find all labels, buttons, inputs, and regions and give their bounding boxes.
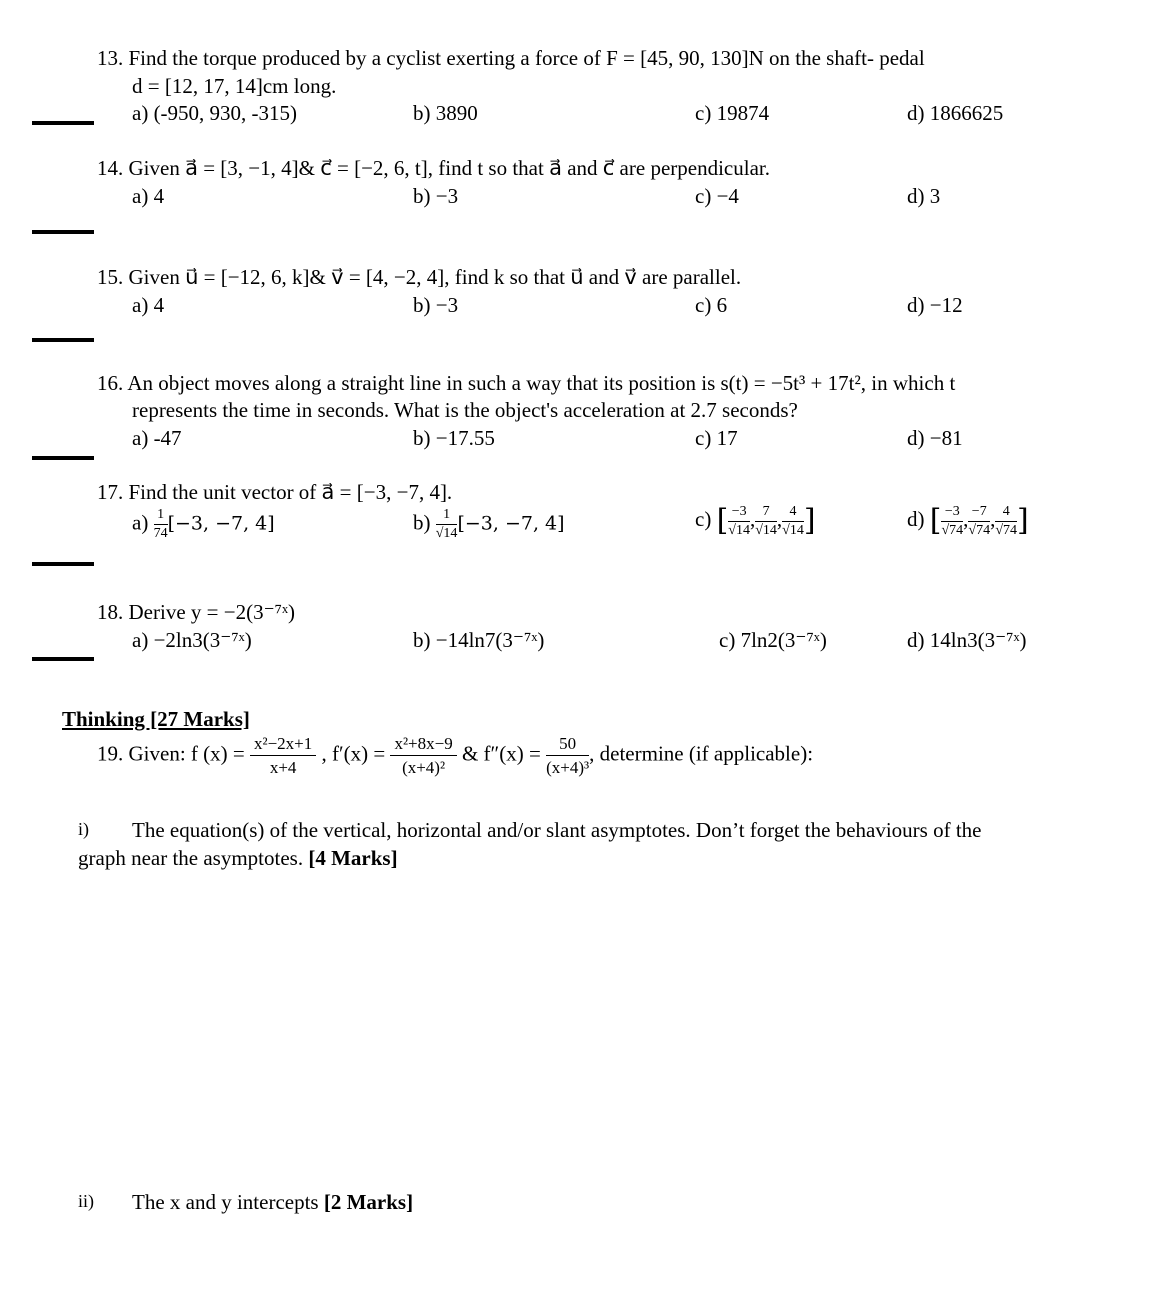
q17-d-comma-1: , (963, 507, 969, 532)
answer-blank-16[interactable] (32, 456, 94, 460)
q17-a-den: 74 (153, 526, 168, 541)
q14-option-d: d) 3 (907, 184, 941, 208)
q13-stem-line2: d = [12, 17, 14]cm long. (132, 74, 337, 98)
q14-option-c: c) −4 (695, 184, 739, 208)
q17-d-frac-3 (995, 505, 1017, 538)
fdoubleprime-fraction (546, 735, 589, 776)
q14-option-a: a) 4 (132, 184, 165, 208)
q13-option-b: b) 3890 (413, 101, 478, 125)
q15-stem: 15. Given u⃗ = [−12, 6, k]& v⃗ = [4, −2, 4], find k so that u⃗ and v⃗ are parallel. (97, 265, 742, 289)
fprime-denominator: (x+4)² (402, 758, 446, 777)
fprime-fraction (390, 735, 456, 776)
q17-c-comma-1: , (749, 507, 756, 532)
answer-blank-18[interactable] (32, 657, 94, 661)
q17-d-den-2: √74 (968, 522, 991, 538)
q16-option-c: c) 17 (695, 426, 738, 450)
q17-b-den: √14 (435, 526, 458, 541)
answer-blank-17[interactable] (32, 562, 94, 566)
f-numerator: x²−2x+1 (250, 735, 316, 756)
part-ii-text: The x and y intercepts (132, 1190, 319, 1214)
q17-d-frac-2 (968, 505, 990, 538)
fprime-label: , f′(x) = (321, 741, 386, 766)
q17-d-frac-1 (941, 505, 963, 538)
part-i-label: i) (78, 819, 89, 839)
q18-option-a: a) −2ln3(3⁻⁷ˣ) (132, 628, 252, 652)
q17-b-fraction (436, 508, 458, 541)
part-i-text2: graph near the asymptotes. (78, 846, 304, 870)
q17-d-comma-2: , (990, 507, 996, 532)
q17-c-label: c) (695, 507, 712, 532)
q17-option-c (695, 504, 816, 539)
q16-stem-line2: represents the time in seconds. What is the object's acceleration at 2.7 seconds? (132, 398, 798, 422)
q19-prefix: 19. Given: f (x) = (97, 741, 245, 766)
q14-option-b: b) −3 (413, 184, 459, 208)
fdoubleprime-label: & f″(x) = (461, 741, 541, 766)
q16-option-d: d) −81 (907, 426, 963, 450)
q17-d-num-2: −7 (968, 505, 990, 522)
q13-option-c: c) 19874 (695, 101, 770, 125)
q17-option-d (907, 504, 1029, 539)
q17-d-close-bracket: ] (1017, 503, 1029, 538)
q15-option-d: d) −12 (907, 293, 963, 317)
q15-option-b: b) −3 (413, 293, 459, 317)
q17-a-num: 1 (154, 508, 168, 525)
q17-c-den-3: √14 (782, 522, 804, 538)
q17-d-num-3: 4 (995, 505, 1017, 522)
q16-option-b: b) −17.55 (413, 426, 495, 450)
q17-a-vector: [−3, −7, 4] (167, 512, 275, 535)
q13-option-a: a) (-950, 930, -315) (132, 101, 298, 125)
q19-stem (97, 735, 813, 776)
part-i-marks: [4 Marks] (308, 846, 398, 870)
q17-stem: 17. Find the unit vector of a⃗ = [−3, −7, 4]. (97, 480, 453, 504)
q17-b-label: b) (413, 510, 431, 535)
answer-blank-14[interactable] (32, 230, 94, 234)
q18-option-d: d) 14ln3(3⁻⁷ˣ) (907, 628, 1027, 652)
fdoubleprime-denominator: (x+4)³ (546, 758, 590, 777)
q17-d-num-1: −3 (941, 505, 963, 522)
q16-option-a: a) -47 (132, 426, 182, 450)
q17-d-den-1: √74 (941, 522, 964, 538)
q17-option-a (132, 508, 275, 541)
q17-c-frac-2 (755, 505, 777, 538)
thinking-heading: Thinking [27 Marks] (62, 707, 250, 731)
q14-stem: 14. Given a⃗ = [3, −1, 4]& c⃗ = [−2, 6, t], find t so that a⃗ and c⃗ are perpendicular. (97, 156, 770, 180)
q17-c-open-bracket: [ (716, 503, 729, 538)
q17-c-num-1: −3 (728, 505, 750, 522)
f-fraction (250, 735, 316, 776)
q16-stem-line1: 16. An object moves along a straight line in such a way that its position is s(t) = −5t³ + 17t², in which t (97, 371, 956, 395)
f-denominator: x+4 (269, 758, 297, 777)
q15-option-a: a) 4 (132, 293, 165, 317)
q19-suffix: , determine (if applicable): (589, 741, 814, 766)
part-i-text: The equation(s) of the vertical, horizontal and/or slant asymptotes. Don’t forget the behaviours of the (132, 818, 982, 842)
q17-d-den-3: √74 (995, 522, 1018, 538)
q15-option-c: c) 6 (695, 293, 728, 317)
q17-d-open-bracket: [ (929, 503, 942, 538)
q18-option-c: c) 7ln2(3⁻⁷ˣ) (719, 628, 827, 652)
q17-c-close-bracket: ] (803, 503, 816, 538)
answer-blank-13[interactable] (32, 121, 94, 125)
part-i-text-line2 (78, 846, 398, 870)
q13-option-d: d) 1866625 (907, 101, 1004, 125)
q17-c-num-3: 4 (782, 505, 804, 522)
q17-c-den-1: √14 (728, 522, 750, 538)
q18-option-b: b) −14ln7(3⁻⁷ˣ) (413, 628, 545, 652)
fdoubleprime-numerator: 50 (546, 735, 589, 756)
part-ii-text-line (132, 1190, 413, 1214)
q17-a-label: a) (132, 510, 149, 535)
q17-c-frac-3 (782, 505, 804, 538)
q17-a-fraction (154, 508, 168, 541)
q17-c-num-2: 7 (755, 505, 777, 522)
q17-d-label: d) (907, 507, 925, 532)
part-ii-label: ii) (78, 1191, 94, 1211)
q17-c-frac-1 (728, 505, 750, 538)
answer-blank-15[interactable] (32, 338, 94, 342)
q18-stem: 18. Derive y = −2(3⁻⁷ˣ) (97, 600, 296, 624)
part-ii-marks: [2 Marks] (323, 1190, 414, 1214)
q17-b-num: 1 (436, 508, 458, 525)
q17-option-b (413, 508, 565, 541)
fprime-numerator: x²+8x−9 (390, 735, 456, 756)
q17-c-comma-2: , (776, 507, 783, 532)
q17-c-den-2: √14 (755, 522, 777, 538)
q17-b-vector: [−3, −7, 4] (457, 512, 565, 535)
q13-stem-line1: 13. Find the torque produced by a cyclist exerting a force of F = [45, 90, 130]N on the shaft- pedal (97, 46, 925, 70)
